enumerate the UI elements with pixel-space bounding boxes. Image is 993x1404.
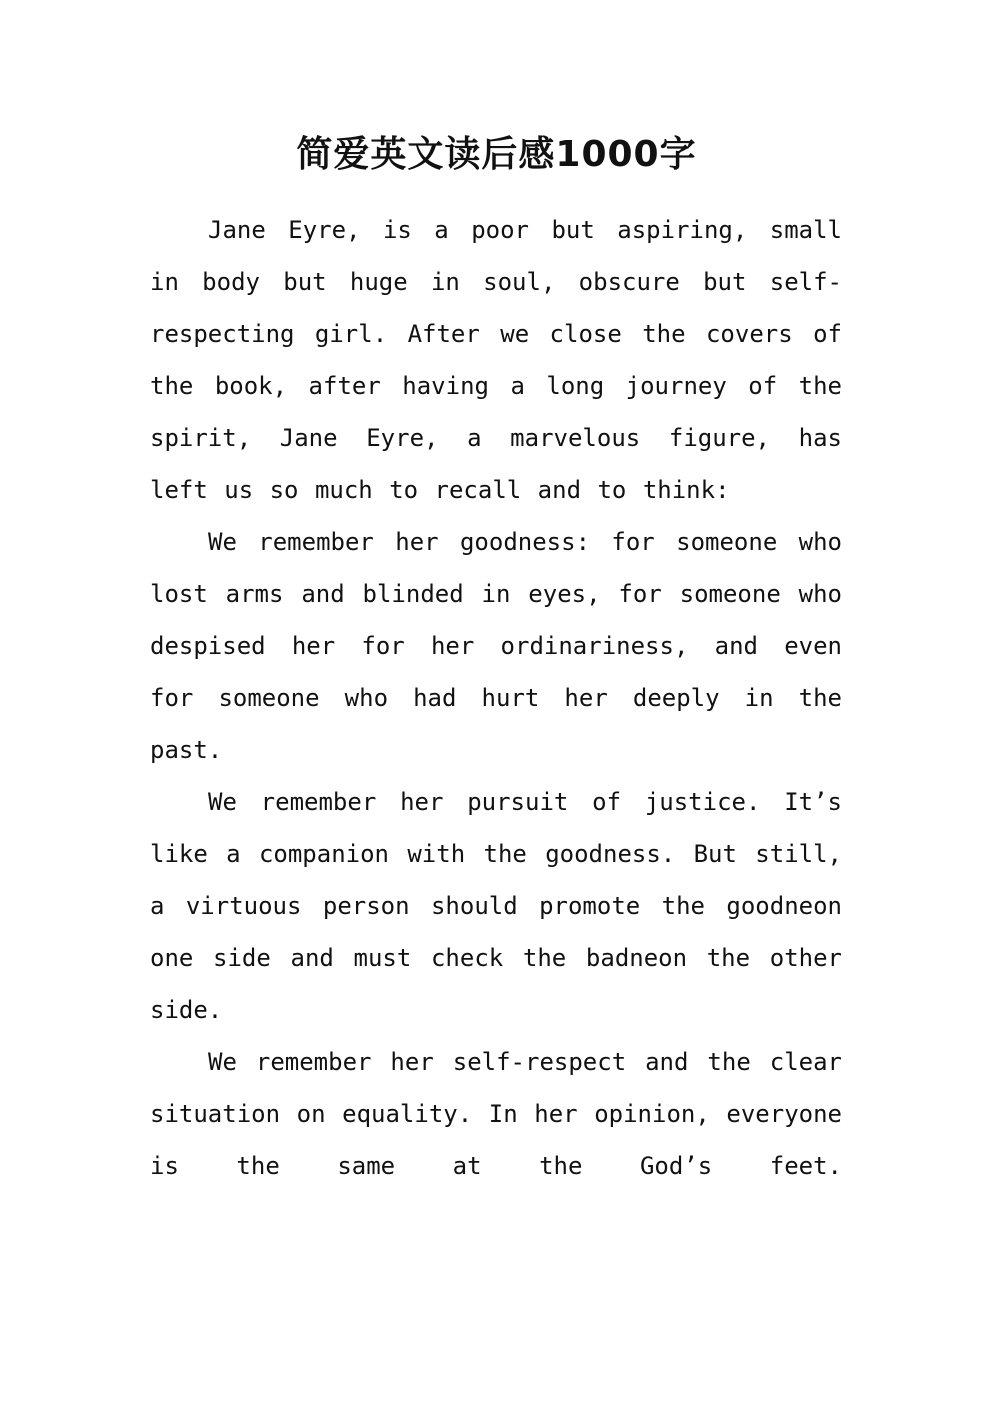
paragraph-3: We remember her pursuit of justice. It’s like a companion with the goodness. But still, a virtuous person should promote the goodneon one side and must check the badneon the other side.: [150, 788, 842, 1024]
paragraph-1: Jane Eyre, is a poor but aspiring, small in body but huge in soul, obscure but self-respecting girl. After we close the covers of the book, after having a long journey of the spirit, Jane Eyre, a marvelous figure, has left us so much to recall and to think:: [150, 216, 842, 504]
paragraph-4: We remember her self-respect and the clear situation on equality. In her opinion, everyone is the same at the God’s feet.: [150, 1048, 842, 1180]
document-title: 简爱英文读后感1000字: [296, 134, 697, 175]
paragraph-2: We remember her goodness: for someone who lost arms and blinded in eyes, for someone who despised her for her ordinariness, and even for someone who had hurt her deeply in the past.: [150, 528, 842, 764]
document-body: [150, 204, 842, 1192]
